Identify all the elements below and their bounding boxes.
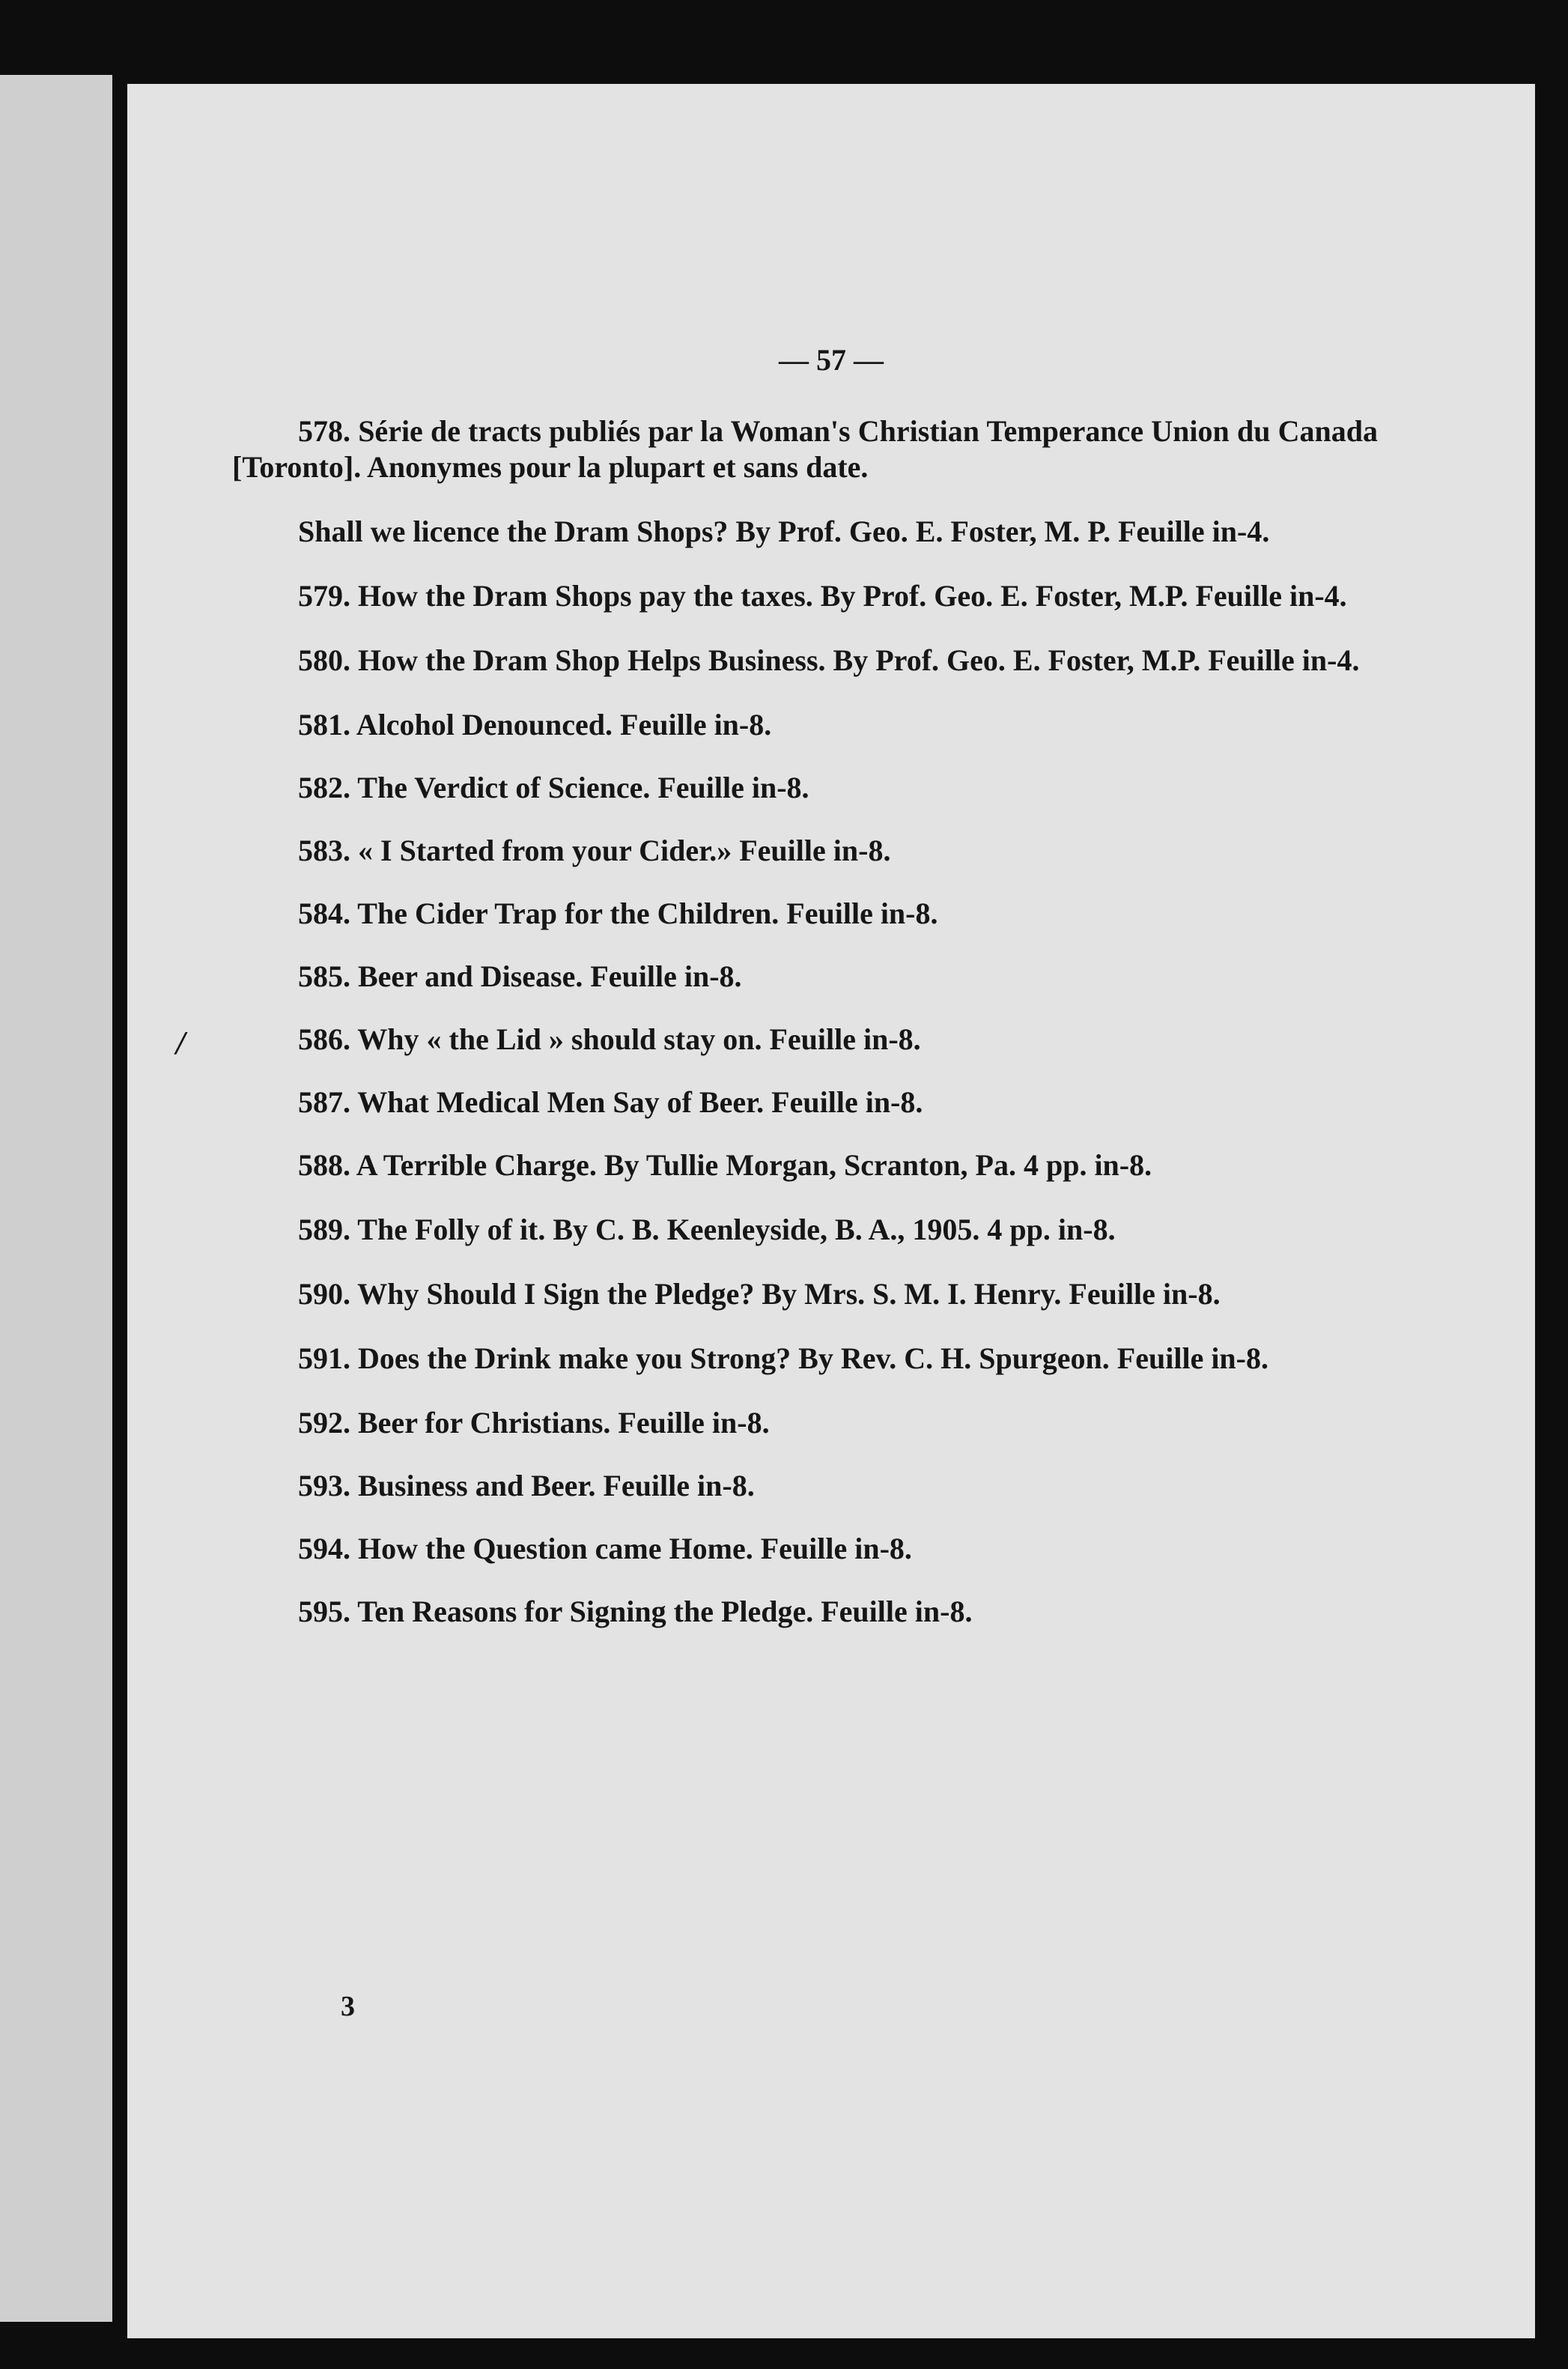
list-item: [232, 413, 1378, 485]
list-item: [232, 1341, 1378, 1377]
entry-text: The Verdict of Science. Feuille in-8.: [357, 771, 809, 804]
book-page: [127, 84, 1535, 2338]
margin-mark: /: [176, 1025, 186, 1061]
list-item: [232, 1276, 1378, 1312]
entry-number: 592.: [298, 1406, 350, 1440]
entry-text: Alcohol Denounced. Feuille in-8.: [356, 708, 772, 741]
entry-text: « I Started from your Cider.» Feuille in-8.: [358, 834, 891, 867]
entry-text: How the Question came Home. Feuille in-8.: [358, 1532, 912, 1565]
entry-text: What Medical Men Say of Beer. Feuille in-8.: [357, 1085, 923, 1119]
entry-list: [232, 413, 1378, 1657]
entry-text: Does the Drink make you Strong? By Rev. C. H. Spurgeon. Feuille in-8.: [358, 1341, 1268, 1375]
entry-number: 587.: [298, 1085, 350, 1119]
adjacent-page-edge: [0, 75, 112, 2322]
list-item: [232, 1085, 1378, 1120]
entry-text: Why « the Lid » should stay on. Feuille in-8.: [357, 1022, 921, 1056]
list-item: [232, 1531, 1378, 1567]
entry-number: 593.: [298, 1469, 350, 1502]
list-item: [232, 896, 1378, 932]
entry-number: 594.: [298, 1532, 350, 1565]
list-item: [232, 514, 1378, 550]
list-item: [232, 959, 1378, 995]
entry-number: 584.: [298, 897, 350, 930]
list-item: [232, 1468, 1378, 1504]
list-item: [232, 1405, 1378, 1441]
entry-number: 580.: [298, 643, 350, 677]
entry-number: 595.: [298, 1595, 350, 1628]
entry-text: The Cider Trap for the Children. Feuille in-8.: [357, 897, 938, 930]
list-item: [232, 643, 1378, 679]
entry-text: Série de tracts publiés par la Woman's Christian Temperance Union du Canada [Toronto]. Anonymes pour la plupart et sans date.: [232, 414, 1378, 484]
entry-text: A Terrible Charge. By Tullie Morgan, Scranton, Pa. 4 pp. in-8.: [356, 1148, 1152, 1182]
entry-number: 583.: [298, 834, 350, 867]
entry-number: 589.: [298, 1213, 350, 1246]
list-item: [232, 1212, 1378, 1248]
entry-text: How the Dram Shop Helps Business. By Prof. Geo. E. Foster, M.P. Feuille in-4.: [358, 643, 1360, 677]
entry-number: 591.: [298, 1341, 350, 1375]
entry-number: 590.: [298, 1277, 350, 1311]
list-item: [232, 1147, 1378, 1183]
list-item: [232, 578, 1378, 614]
list-item: [232, 833, 1378, 869]
entry-text: Beer for Christians. Feuille in-8.: [358, 1406, 770, 1440]
entry-text: The Folly of it. By C. B. Keenleyside, B. A., 1905. 4 pp. in-8.: [357, 1213, 1116, 1246]
entry-number: 578.: [298, 414, 350, 448]
page-number: — 57 —: [779, 343, 884, 377]
entry-text: Beer and Disease. Feuille in-8.: [358, 959, 742, 993]
entry-number: 585.: [298, 959, 350, 993]
entry-number: 582.: [298, 771, 350, 804]
entry-text: Business and Beer. Feuille in-8.: [358, 1469, 755, 1502]
list-item: [232, 770, 1378, 806]
entry-number: 586.: [298, 1022, 350, 1056]
entry-number: 588.: [298, 1148, 350, 1182]
entry-text: Why Should I Sign the Pledge? By Mrs. S. M. I. Henry. Feuille in-8.: [357, 1277, 1221, 1311]
list-item: [232, 1022, 1378, 1058]
list-item: [232, 707, 1378, 743]
entry-text: How the Dram Shops pay the taxes. By Prof. Geo. E. Foster, M.P. Feuille in-4.: [358, 579, 1347, 613]
list-item: [232, 1594, 1378, 1630]
entry-number: 579.: [298, 579, 350, 613]
signature-mark: 3: [341, 1991, 355, 2022]
entry-text: Ten Reasons for Signing the Pledge. Feuille in-8.: [357, 1595, 973, 1628]
entry-text: Shall we licence the Dram Shops? By Prof. Geo. E. Foster, M. P. Feuille in-4.: [298, 515, 1270, 548]
entry-number: 581.: [298, 708, 350, 741]
